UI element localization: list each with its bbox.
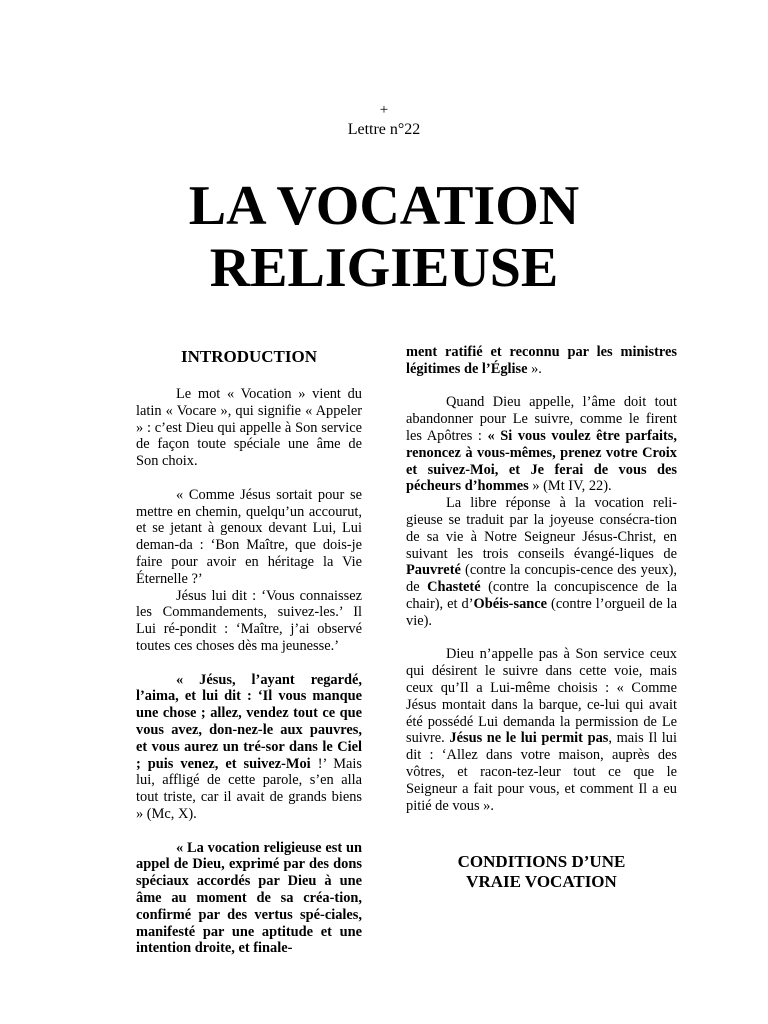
cross-symbol: + [379,102,389,118]
counsels-text-a: La libre réponse à la vocation reli-gieuse se traduit par la joyeuse consécra-tion de sa vie à Notre Seigneur Jésus-Christ, en suivant les trois conseils évangé-liques de [406,495,677,562]
counsels-text-b: (contre la concupis-cence des yeux), de [406,562,677,596]
apostles-quote-bold: « Si vous voulez être parfaits, renoncez à vous-mêmes, prenez votre Croix et suivez-Moi, et Je ferai de vous des pécheurs d’hommes [406,427,678,495]
chastity-term: Chasteté [427,579,481,596]
chosen-text-b: , mais Il lui dit : ‘Allez dans votre maison, auprès des vôtres, et racon-tez-leur tout ce que le Seigneur a fait pour vous, et comment Il a eu pitié de vous ». [406,730,677,814]
letter-number: Lettre n°22 [347,121,421,138]
introduction-heading: INTRODUCTION [180,347,318,366]
vocation-definition [136,840,362,958]
poverty-term: Pauvreté [406,562,461,579]
intro-paragraph-2: « Comme Jésus sortait pour se mettre en chemin, quelqu’un accourut, et se jetant à genoux devant Lui, Lui deman-da : ‘Bon Maître, que dois-je faire pour avoir en héritage la Vie Éternelle ?’ [136,486,362,587]
definition-continuation-end: ». [527,360,542,377]
definition-continuation-bold: ment ratifié et reconnu par les ministres légitimes de l’Église [406,344,677,377]
chosen-paragraph [406,646,677,814]
gospel-quote-rest: !’ Mais lui, affligé de cette parole, s’en alla tout triste, car il avait de grands biens » (Mc, X). [136,755,362,822]
counsels-text-c: (contre la concupiscence de la chair), et d’ [406,579,677,612]
conditions-heading-line-1: CONDITIONS D’UNE [457,852,626,872]
title-line-1: LA VOCATION [188,175,580,237]
intro-paragraph-4 [136,672,362,823]
title-line-2: RELIGIEUSE [209,237,559,299]
counsels-text-d: (contre l’orgueil de la vie). [406,595,678,629]
jesus-refused-bold: Jésus ne le lui permit pas [449,730,609,747]
intro-paragraph-3: Jésus lui dit : ‘Vous connaissez les Commandements, suivez-les.’ Il Lui ré-pondit : ‘Maître, j’ai observé toutes ces choses dès ma jeunesse.’ [136,587,362,654]
calling-text: Quand Dieu appelle, l’âme doit tout abandonner pour Le suivre, comme le firent les Apôtres : [406,394,677,444]
counsels-paragraph [406,495,677,629]
vocation-definition-bold: « La vocation religieuse est un appel de Dieu, exprimé par des dons spéciaux accordés par Dieu à une âme au moment de sa créa-tion, confirmé par des vertus spé-ciales, manifesté par une aptitude et une intention droite, et finale- [136,839,362,957]
calling-reference: » (Mt IV, 22). [528,478,612,495]
obedience-term: Obéis-sance [473,595,548,612]
conditions-heading [406,852,677,892]
right-column [406,344,677,892]
definition-continuation [406,344,677,378]
page-title [0,175,768,299]
chosen-text-a: Dieu n’appelle pas à Son service ceux qui désirent le suivre dans cette voie, mais ceux qu’Il a Lui-même choisis : « Comme Jésus montait dans la barque, ce-lui qui avait été possédé Lui demanda la permission de Le suivre. [406,646,677,747]
conditions-heading-line-2: VRAIE VOCATION [466,872,617,892]
calling-paragraph [406,394,677,495]
intro-paragraph-1: Le mot « Vocation » vient du latin « Vocare », qui signifie « Appeler » : c’est Dieu qui appelle à Son service de façon toute spéciale une âme de Son choix. [136,386,362,470]
left-column [136,347,362,957]
gospel-quote-bold: « Jésus, l’ayant regardé, l’aima, et lui dit : ‘Il vous manque une chose ; allez, vendez tout ce que vous avez, don-nez-le aux pauvres, et vous aurez un tré-sor dans le Ciel ; puis venez, et suivez-Moi [136,671,362,772]
